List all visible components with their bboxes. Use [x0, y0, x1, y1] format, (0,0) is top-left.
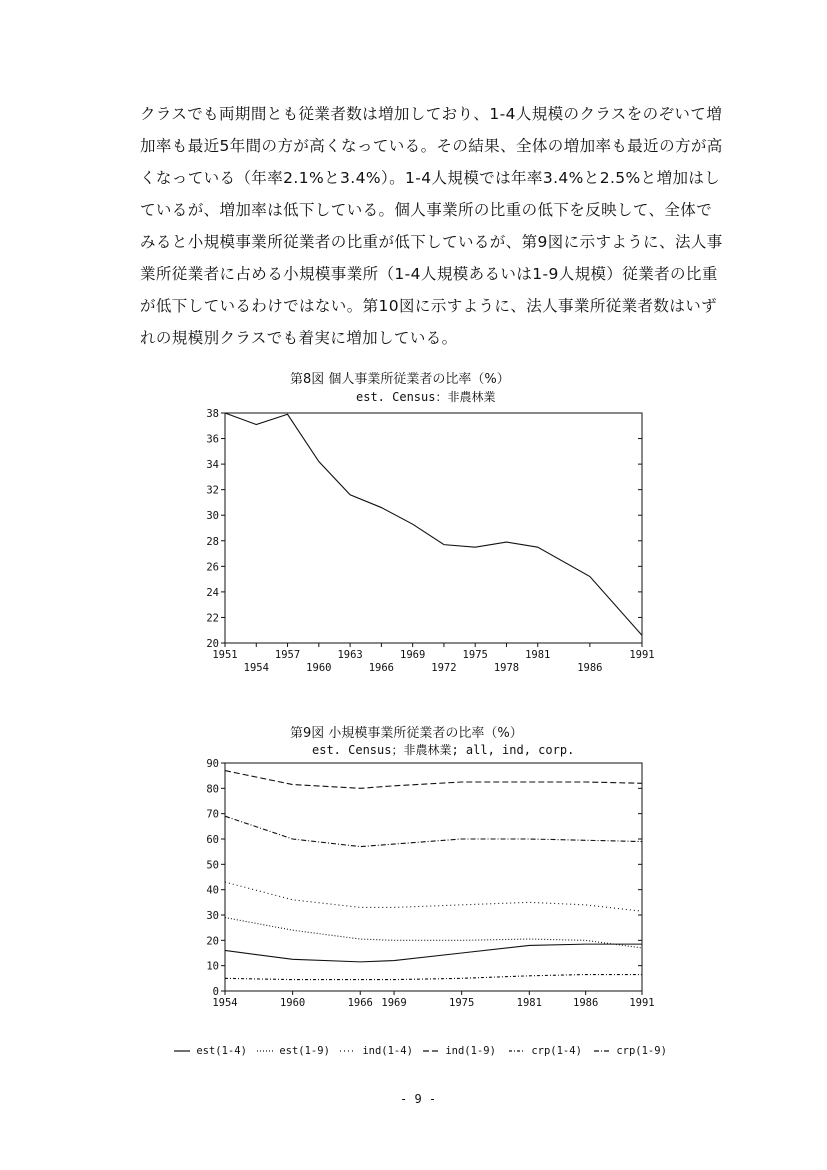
y-tick-label: 40	[206, 884, 219, 897]
body-paragraph	[140, 98, 723, 354]
page-number: - 9 -	[400, 1092, 437, 1106]
y-tick-label: 70	[206, 808, 219, 821]
y-tick-label: 34	[206, 459, 219, 472]
y-tick-label: 26	[206, 561, 219, 574]
x-tick-label: 1963	[337, 649, 363, 661]
figure8-title: 第8図 個人事業所従業者の比率（%）	[290, 372, 510, 387]
text-line: 業所従業者に占める小規模事業所（1-4人規模あるいは1-9人規模）従業者の比重	[140, 265, 718, 283]
legend-item	[594, 1045, 667, 1057]
y-tick-label: 30	[206, 510, 219, 523]
y-tick-label: 20	[206, 935, 219, 948]
x-tick-label: 1972	[431, 662, 457, 674]
text-line: が低下しているわけではない。第10図に示すように、法人事業所従業者数はいず	[140, 297, 718, 315]
x-tick-label: 1991	[629, 649, 655, 661]
x-tick-label: 1957	[274, 649, 301, 661]
text-line: れの規模別クラスでも着実に増加している。	[140, 329, 458, 347]
y-tick-label: 10	[206, 960, 219, 973]
legend-item	[509, 1045, 582, 1057]
legend-item	[174, 1045, 247, 1057]
x-tick-label: 1954	[212, 997, 238, 1009]
y-tick-label: 28	[206, 535, 219, 548]
legend-item	[257, 1045, 330, 1057]
x-tick-label: 1975	[462, 649, 488, 661]
x-tick-label: 1966	[368, 662, 395, 674]
plot-frame	[225, 413, 642, 643]
figure9-subtitle: est. Census；非農林業; all, ind, corp.	[312, 743, 575, 757]
y-tick-label: 50	[206, 859, 219, 872]
series-line	[225, 771, 642, 789]
y-tick-label: 36	[206, 433, 219, 446]
y-tick-label: 20	[206, 638, 219, 650]
x-tick-label: 1960	[306, 662, 332, 674]
x-tick-label: 1986	[573, 997, 599, 1009]
legend-label: est(1-4)	[196, 1045, 247, 1057]
x-tick-label: 1969	[400, 649, 426, 661]
series-line	[225, 413, 642, 635]
series-line	[225, 816, 642, 846]
x-tick-label: 1966	[347, 997, 373, 1009]
x-tick-label: 1981	[516, 997, 542, 1009]
legend-label: ind(1-4)	[362, 1045, 413, 1057]
text-line: みると小規模事業所従業者の比重が低下しているが、第9図に示すように、法人事	[140, 233, 723, 251]
x-tick-label: 1978	[493, 662, 520, 674]
figure8-subtitle: est. Census：非農林業	[356, 390, 496, 404]
text-line: ているが、増加率は低下している。個人事業所の比重の低下を反映して、全体で	[140, 201, 713, 219]
y-tick-label: 0	[212, 986, 219, 998]
x-tick-label: 1960	[279, 997, 306, 1009]
x-tick-label: 1981	[525, 649, 551, 661]
series-line	[225, 918, 642, 948]
figure9-title: 第9図 小規模事業所従業者の比率（%）	[290, 726, 523, 741]
x-tick-label: 1975	[449, 997, 475, 1009]
legend-label: est(1-9)	[279, 1045, 330, 1057]
y-tick-label: 30	[206, 910, 219, 922]
x-tick-label: 1969	[381, 997, 407, 1009]
y-tick-label: 32	[206, 484, 219, 497]
figure9-legend	[174, 1045, 694, 1061]
x-tick-label: 1986	[577, 662, 603, 674]
y-tick-label: 80	[206, 783, 219, 796]
text-line: クラスでも両期間とも従業者数は増加しており、1-4人規模のクラスをのぞいて増	[140, 105, 723, 123]
text-line: 加率も最近5年間の方が高くなっている。その結果、全体の増加率も最近の方が高	[140, 137, 723, 155]
x-tick-label: 1991	[629, 997, 655, 1009]
text-line: くなっている（年率2.1%と3.4%）。1-4人規模では年率3.4%と2.5%と増加はし	[140, 169, 721, 187]
series-line	[225, 975, 642, 980]
y-tick-label: 22	[206, 612, 219, 625]
y-tick-label: 38	[206, 408, 219, 420]
y-tick-label: 60	[206, 834, 219, 846]
figure9-chart	[180, 755, 660, 1020]
legend-label: crp(1-4)	[531, 1045, 582, 1057]
x-tick-label: 1951	[212, 649, 238, 661]
plot-frame	[225, 763, 642, 991]
figure8-chart	[180, 405, 660, 680]
legend-item	[340, 1045, 413, 1057]
y-tick-label: 24	[206, 586, 219, 599]
legend-item	[423, 1045, 496, 1057]
x-tick-label: 1954	[243, 662, 269, 674]
y-tick-label: 90	[206, 758, 219, 770]
series-line	[225, 882, 642, 911]
legend-label: ind(1-9)	[445, 1045, 496, 1057]
series-line	[225, 944, 642, 962]
legend-label: crp(1-9)	[616, 1045, 667, 1057]
